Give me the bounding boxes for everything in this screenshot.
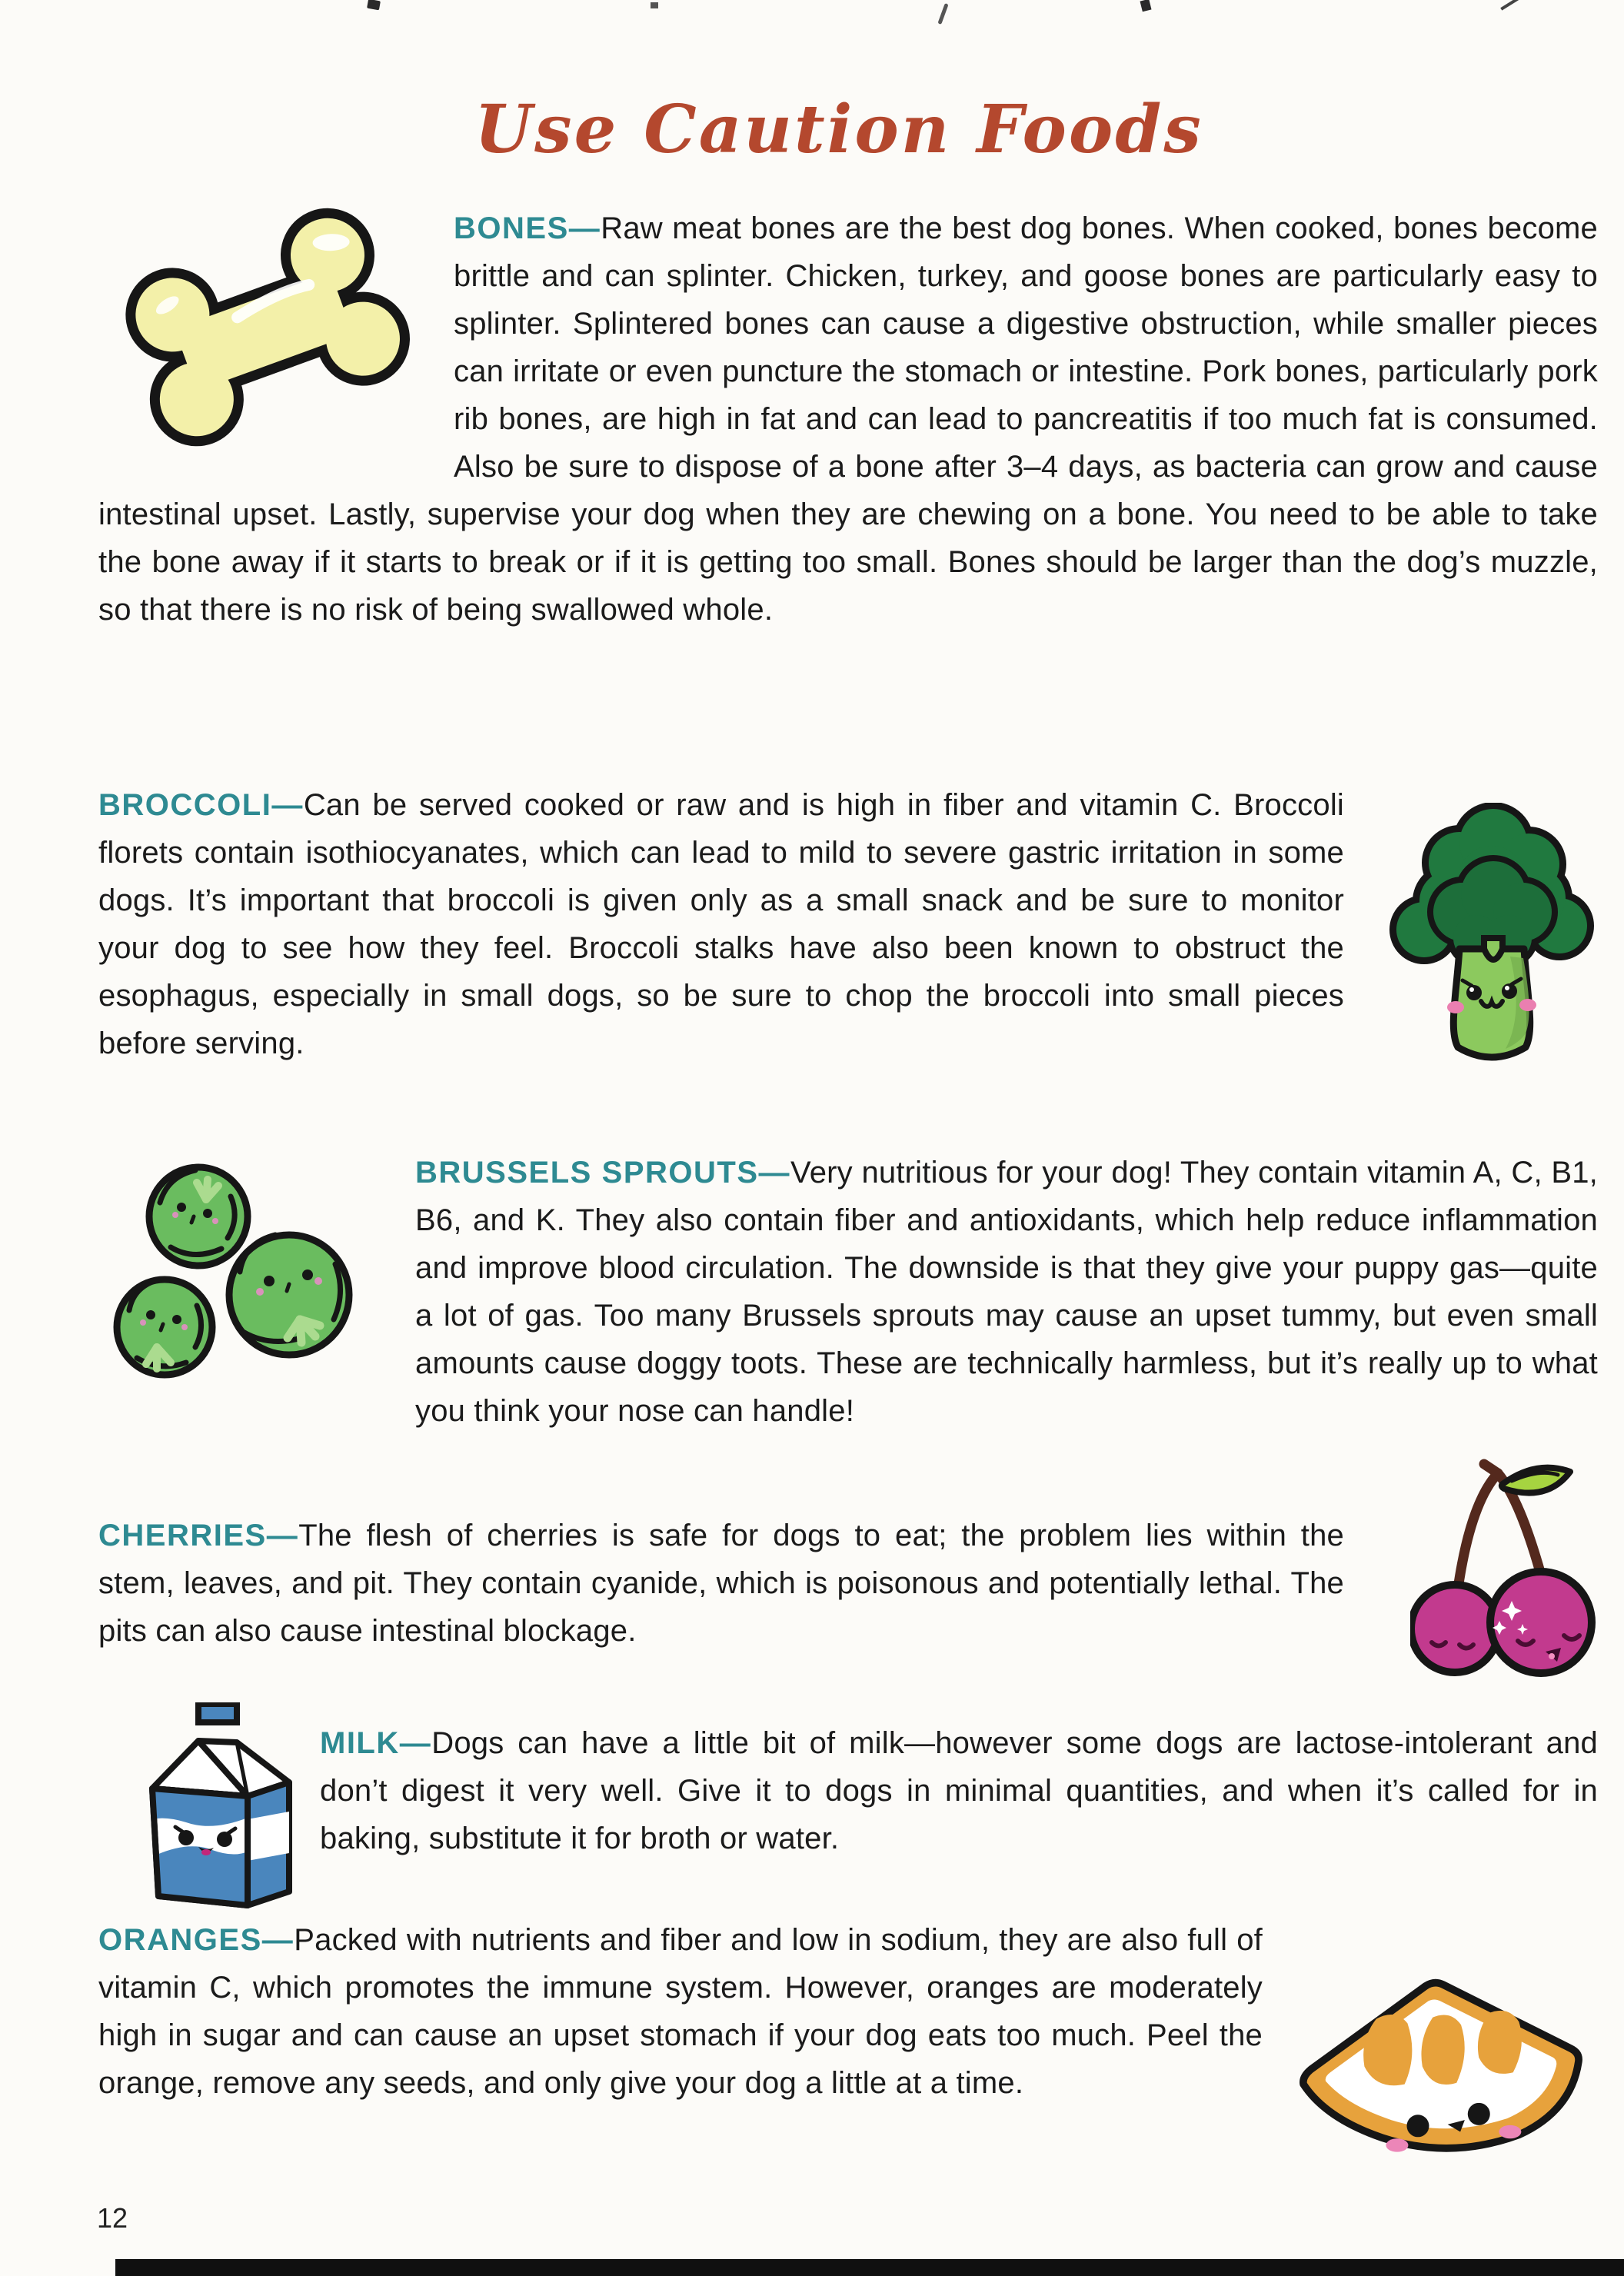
orange-slice-illustration bbox=[1283, 1965, 1598, 2188]
scan-edge-strip bbox=[115, 2259, 1624, 2276]
page-number: 12 bbox=[97, 2202, 128, 2234]
scan-artifact bbox=[651, 2, 658, 8]
milk-heading: MILK— bbox=[320, 1726, 432, 1760]
section-milk bbox=[98, 1719, 1598, 1862]
milk-paragraph bbox=[320, 1719, 1598, 1862]
scan-artifact bbox=[937, 3, 948, 25]
cherries-heading: CHERRIES— bbox=[98, 1519, 299, 1552]
bones-body: Raw meat bones are the best dog bones. When cooked, bones become brittle and can splinter. Chicken, turkey, and goose bones are particularly easy to splinter. Splintered bones can cause a digestive obstruction, while smaller pieces can irritate or even puncture the stomach or intestine. Pork bones, particularly pork rib bones, are high in fat and can lead to pancreatitis if too much fat is consumed. Also be sure to dispose of a bone after 3–4 days, as bacteria can grow and cause intestinal upset. Lastly, supervise your dog when they are chewing on a bone. You need to be able to take the bone away if it starts to break or if it is getting too small. Bones should be larger than the dog’s muzzle, so that there is no risk of being swallowed whole. bbox=[98, 211, 1598, 627]
brussels-sprouts-icon bbox=[106, 1149, 398, 1414]
section-brussels-sprouts bbox=[98, 1149, 1598, 1435]
brussels-sprouts-heading: BRUSSELS SPROUTS— bbox=[415, 1156, 791, 1190]
broccoli-illustration bbox=[1376, 803, 1607, 1068]
section-broccoli bbox=[98, 781, 1598, 1067]
broccoli-paragraph bbox=[98, 781, 1344, 1067]
milk-body: Dogs can have a little bit of milk—however some dogs are lactose-intolerant and don’t digest it very well. Give it to dogs in minimal quantities, and when it’s called for in baking, substitute it for broth or water. bbox=[320, 1726, 1598, 1855]
brussels-sprouts-illustration bbox=[106, 1149, 398, 1414]
scan-artifact bbox=[1500, 0, 1522, 11]
scan-artifact bbox=[367, 0, 381, 10]
section-bones bbox=[98, 205, 1598, 634]
milk-carton-illustration bbox=[112, 1702, 317, 1913]
orange-slice-icon bbox=[1283, 1965, 1598, 2188]
broccoli-heading: BROCCOLI— bbox=[98, 788, 304, 822]
brussels-sprouts-body: Very nutritious for your dog! They contain vitamin A, C, B1, B6, and K. They also contain fiber and antioxidants, which help reduce inflammation and improve blood circulation. The downside is that they give your puppy gas—quite a lot of gas. Too many Brussels sprouts may cause an upset tummy, but even small amounts cause doggy toots. These are technically harmless, but it’s really up to what you think your nose can handle! bbox=[415, 1156, 1598, 1428]
section-oranges bbox=[98, 1916, 1598, 2188]
broccoli-icon bbox=[1376, 803, 1607, 1068]
scan-artifact bbox=[1140, 0, 1151, 12]
bones-heading: BONES— bbox=[454, 211, 601, 245]
oranges-heading: ORANGES— bbox=[98, 1923, 295, 1957]
oranges-body: Packed with nutrients and fiber and low in sodium, they are also full of vitamin C, which promotes the immune system. However, oranges are moderately high in sugar and can cause an upset stomach if your dog eats too much. Peel the orange, remove any seeds, and only give your dog a little at a time. bbox=[98, 1923, 1263, 2100]
cherries-body: The flesh of cherries is safe for dogs to eat; the problem lies within the stem, leaves, and pit. They contain cyanide, which is poisonous and potentially lethal. The pits can also cause intestinal blockage. bbox=[98, 1519, 1344, 1648]
cherries-icon bbox=[1410, 1458, 1612, 1712]
bone-icon bbox=[91, 200, 438, 468]
page-title: Use Caution Foods bbox=[474, 91, 1203, 168]
cherries-paragraph bbox=[98, 1512, 1344, 1655]
section-cherries bbox=[98, 1512, 1598, 1655]
bone-illustration bbox=[91, 200, 438, 468]
cherries-illustration bbox=[1410, 1458, 1612, 1712]
broccoli-body: Can be served cooked or raw and is high in fiber and vitamin C. Broccoli florets contain isothiocyanates, which can lead to mild to severe gastric irritation in some dogs. It’s important that broccoli is given only as a small snack and be sure to monitor your dog to see how they feel. Broccoli stalks have also been known to obstruct the esophagus, especially in small dogs, so be sure to chop the broccoli into small pieces before serving. bbox=[98, 788, 1344, 1060]
milk-carton-icon bbox=[112, 1702, 317, 1913]
